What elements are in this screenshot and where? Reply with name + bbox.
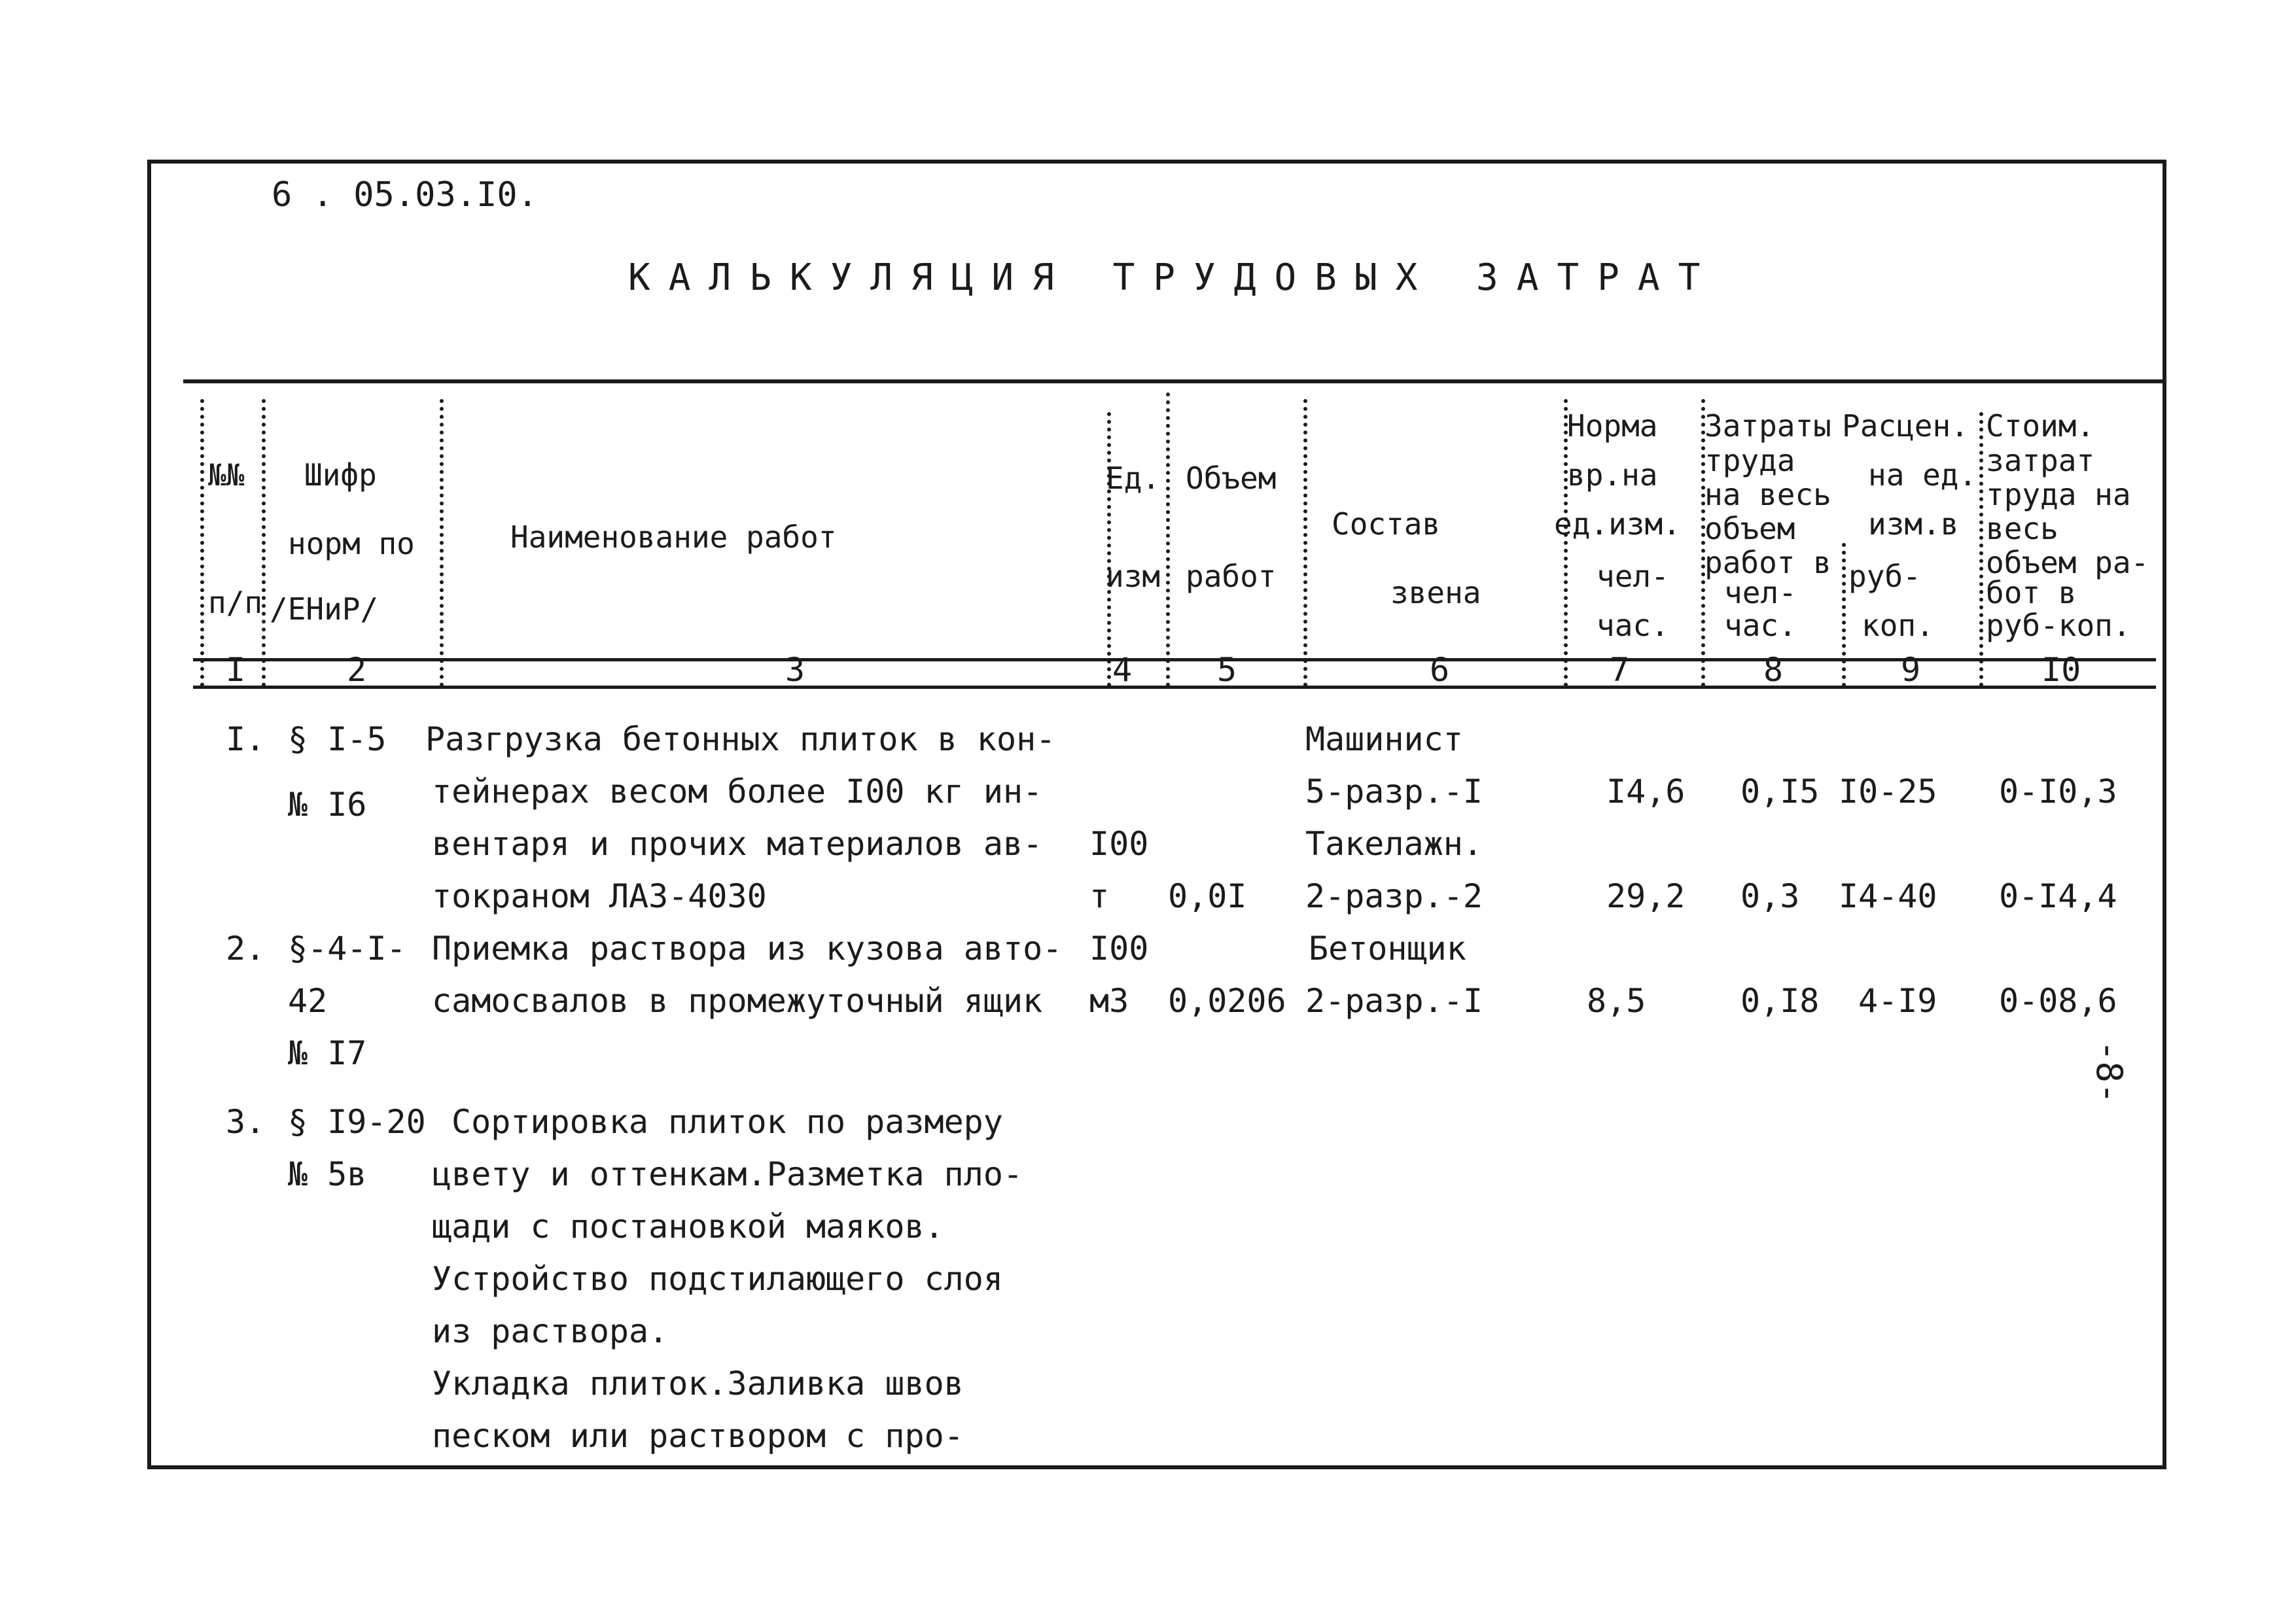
header-c7-line4: чел- [1597,559,1669,594]
row2-code-line1: §-4-I- [288,930,406,968]
row3-name-line5: из раствора. [432,1312,669,1350]
header-c9-line2: на ед. [1868,457,1977,493]
row2-labor: 0,I8 [1740,982,1820,1020]
header-c6-line2: звена [1390,575,1481,610]
row1-name-line2: тейнерах весом более I00 кг ин- [432,773,1043,811]
row3-code-line2: № 5в [288,1155,367,1193]
row3-name-line7: песком или раствором с про- [432,1417,964,1455]
row1-norm-a: I4,6 [1606,773,1686,811]
header-mid-rule [193,658,2156,661]
row2-unit-line1: I00 [1089,930,1149,968]
header-c5-line2: работ [1186,559,1277,594]
col-sep-5 [1166,393,1170,687]
row2-rate: 4-I9 [1858,982,1937,1020]
header-c10-line4: весь [1986,511,2058,546]
col-sep-9 [1842,543,1846,687]
header-c7-line5: час. [1597,608,1669,643]
row3-num: 3. [226,1103,266,1141]
column-number-7: 7 [1610,651,1630,689]
header-c9-line5: коп. [1862,608,1934,643]
header-bottom-rule [193,686,2156,689]
header-c10-line6: бот в [1986,575,2077,610]
col-sep-2 [262,399,266,687]
column-number-8: 8 [1763,651,1784,689]
row1-code-line1: § I-5 [288,720,387,758]
col-sep-3 [440,399,444,687]
row3-name-line2: цвету и оттенкам.Разметка пло- [432,1155,1023,1193]
header-c2-line1: Шифр [304,457,377,493]
row1-num: I. [226,720,266,758]
row3-name-line1: Сортировка плиток по размеру [451,1103,1003,1141]
row2-num: 2. [226,930,266,968]
column-number-6: 6 [1430,651,1450,689]
row2-crew-line1: Бетонщик [1309,930,1466,968]
header-c8-line7: час. [1724,608,1797,643]
header-c4-line2: изм [1106,559,1161,594]
header-c9-line1: Расцен. [1842,408,1969,444]
page-number: -8- [2089,1040,2130,1104]
row2-cost: 0-08,6 [1999,982,2117,1020]
header-c1-line1: №№ [208,457,245,493]
document-code: 6 . 05.03.I0. [272,175,538,215]
header-c2-line2: норм по [288,526,415,561]
header-c8-line1: Затраты [1704,408,1831,444]
header-c10-line2: затрат [1986,443,2095,478]
row1-name-line4: токраном ЛАЗ-4030 [432,877,767,915]
row2-code-line3: № I7 [288,1034,367,1072]
header-c8-line5: работ в [1704,545,1831,580]
row1-code-line2: № I6 [288,786,367,824]
row2-norm: 8,5 [1587,982,1646,1020]
header-c5-line1: Объем [1186,461,1277,496]
row1-crew-line2: 5-разр.-I [1305,773,1483,811]
row3-name-line4: Устройство подстилающего слоя [432,1260,1003,1298]
header-c1-line2: п/п [208,585,263,620]
row2-unit-line2: м3 [1089,982,1129,1020]
column-number-2: 2 [347,651,367,689]
row1-crew-line4: 2-разр.-2 [1305,877,1483,915]
header-c8-line6: чел- [1724,575,1797,610]
header-c3: Наименование работ [510,519,837,555]
row1-unit-line4: т [1089,877,1110,915]
row1-labor-a: 0,I5 [1740,773,1820,811]
col-sep-4 [1107,412,1111,687]
row1-unit-line3: I00 [1089,825,1149,863]
header-c8-line2: труда [1704,443,1795,478]
header-c10-line7: руб-коп. [1986,608,2131,643]
row1-cost-b: 0-I4,4 [1999,877,2117,915]
header-c7-line2: вр.на [1567,457,1658,493]
col-sep-1 [200,399,204,687]
header-c6-line1: Состав [1332,506,1441,542]
row1-name-line1: Разгрузка бетонных плиток в кон- [425,720,1056,758]
header-c4-line1: Ед. [1106,461,1161,496]
header-c10-line5: объем ра- [1986,545,2149,580]
header-top-rule [183,379,2166,383]
header-c9-line4: руб- [1848,559,1921,594]
header-c8-line4: объем [1704,511,1795,546]
row1-crew-line1: Машинист [1305,720,1463,758]
header-c10-line3: труда на [1986,477,2131,512]
row1-norm-b: 29,2 [1606,877,1686,915]
row1-crew-line3: Такелажн. [1305,825,1483,863]
row1-volume: 0,0I [1168,877,1247,915]
header-c8-line3: на весь [1704,477,1831,512]
row2-crew-line2: 2-разр.-I [1305,982,1483,1020]
column-number-9: 9 [1901,651,1921,689]
row3-name-line6: Укладка плиток.Заливка швов [432,1365,964,1403]
header-c10-line1: Стоим. [1986,408,2095,444]
column-number-4: 4 [1112,651,1133,689]
col-sep-6 [1303,399,1307,687]
row2-volume: 0,0206 [1168,982,1286,1020]
column-number-3: 3 [785,651,805,689]
row1-rate-a: I0-25 [1839,773,1937,811]
row1-name-line3: вентаря и прочих материалов ав- [432,825,1043,863]
row3-code-line1: § I9-20 [288,1103,426,1141]
header-c9-line3: изм.в [1868,506,1959,542]
row1-rate-b: I4-40 [1839,877,1937,915]
header-c7-line3: ед.изм. [1554,506,1681,542]
row2-name-line2: самосвалов в промежуточный ящик [432,982,1043,1020]
column-number-10: I0 [2041,651,2081,689]
column-number-1: I [226,651,246,689]
col-sep-10 [1979,412,1983,687]
page-title: КАЛЬКУЛЯЦИЯ ТРУДОВЫХ ЗАТРАТ [628,256,1719,299]
row2-name-line1: Приемка раствора из кузова авто- [432,930,1063,968]
column-number-5: 5 [1217,651,1237,689]
header-c2-line3: /ЕНиР/ [270,591,379,627]
row1-cost-a: 0-I0,3 [1999,773,2117,811]
row3-name-line3: щади с постановкой маяков. [432,1208,944,1246]
header-c7-line1: Норма [1567,408,1658,444]
row1-labor-b: 0,3 [1740,877,1800,915]
row2-code-line2: 42 [288,982,328,1020]
